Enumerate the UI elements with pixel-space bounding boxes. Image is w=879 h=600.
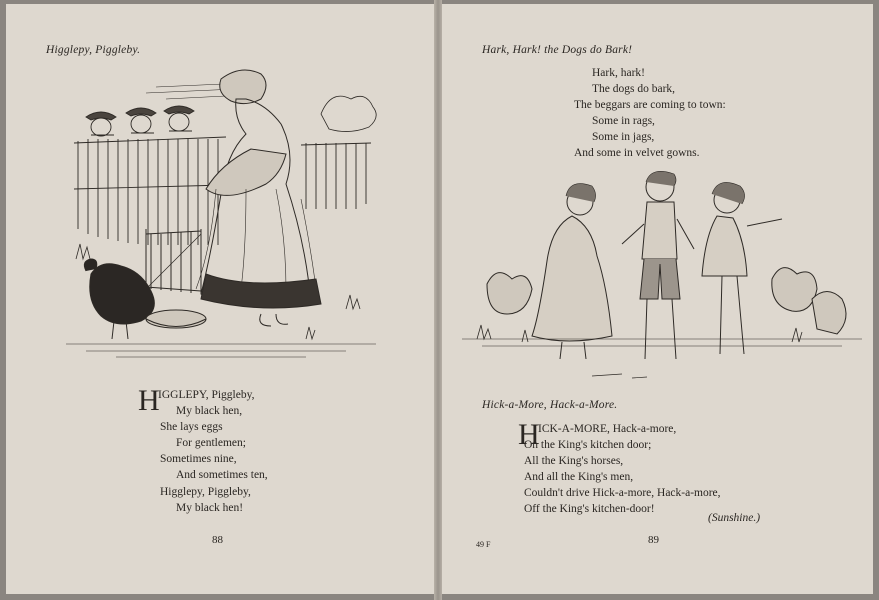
book-gutter	[434, 0, 442, 600]
verse-line: Sometimes nine,	[160, 453, 237, 466]
attribution: (Sunshine.)	[708, 512, 761, 524]
page-number: 89	[648, 534, 659, 546]
verse-line: She lays eggs	[160, 421, 223, 434]
verse-line: Some in rags,	[592, 115, 655, 128]
verse-line: My black hen!	[176, 501, 244, 514]
left-page	[6, 4, 434, 594]
verse-line: My black hen,	[176, 405, 243, 418]
verse-line: Higglepy, Piggleby,	[160, 485, 251, 498]
verse-line: And sometimes ten,	[176, 469, 268, 482]
poem-verse	[158, 387, 268, 516]
woman-feeding-hen-illustration	[46, 59, 396, 374]
right-page	[442, 4, 873, 594]
verse-line: Couldn't drive Hick-a-more, Hack-a-more,	[524, 487, 721, 500]
verse-line: Some in jags,	[592, 131, 655, 144]
verse-line: For gentlemen;	[176, 437, 246, 450]
verse-line: Off the King's kitchen-door!	[524, 503, 655, 516]
poem-title: Hark, Hark! the Dogs do Bark!	[482, 44, 633, 56]
verse-line: On the King's kitchen door;	[524, 439, 652, 452]
verse-line: IGGLEPY, Piggleby,	[158, 389, 255, 401]
verse-line: ICK-A-MORE, Hack-a-more,	[538, 423, 677, 435]
page-number: 88	[212, 534, 223, 546]
drop-cap: H	[518, 418, 540, 451]
poem-title: Higglepy, Piggleby.	[46, 44, 141, 56]
verse-line: And some in velvet gowns.	[574, 147, 700, 160]
poem-verse	[574, 65, 726, 162]
verse-line: The beggars are coming to town:	[574, 99, 726, 112]
drop-cap: H	[138, 384, 160, 417]
poem-title: Hick-a-More, Hack-a-More.	[482, 399, 618, 411]
signature-mark: 49 F	[476, 540, 491, 549]
children-and-dogs-illustration	[462, 164, 862, 379]
verse-line: All the King's horses,	[524, 455, 624, 468]
verse-line: And all the King's men,	[524, 471, 634, 484]
verse-line: The dogs do bark,	[592, 83, 676, 96]
poem-verse	[524, 421, 721, 518]
verse-line: Hark, hark!	[592, 67, 646, 79]
